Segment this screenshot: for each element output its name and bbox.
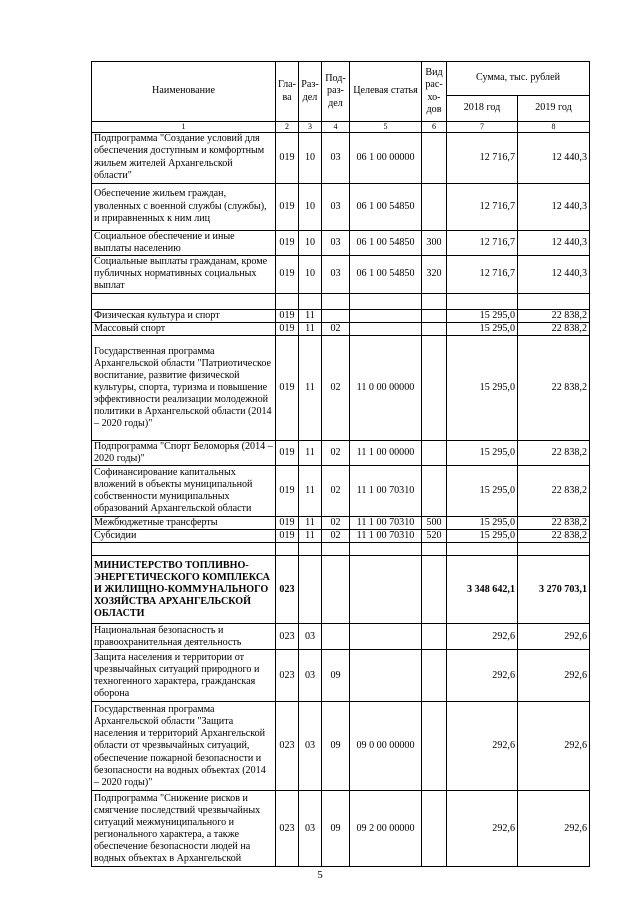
- header-row-1: [92, 62, 590, 96]
- header-summa: Сумма, тыс. рублей: [447, 62, 590, 96]
- row-name: Защита населения и территории от чрезвычайных ситуаций природного и техногенного характера, гражданская оборона: [92, 650, 276, 702]
- column-numbers-row: [92, 122, 590, 133]
- row-podrazdel: [322, 624, 350, 650]
- row-sum-2018: 12 716,7: [447, 255, 518, 293]
- table-row: [92, 183, 590, 230]
- table-row: [92, 309, 590, 322]
- row-name: Социальное обеспечение и иные выплаты населению: [92, 230, 276, 255]
- row-podrazdel: 09: [322, 702, 350, 791]
- row-glava: [276, 543, 299, 556]
- row-sum-2019: 22 838,2: [518, 336, 590, 441]
- page-number: 5: [317, 869, 323, 881]
- row-sum-2018: 15 295,0: [447, 466, 518, 517]
- row-podrazdel: 02: [322, 530, 350, 543]
- row-podrazdel: 02: [322, 441, 350, 466]
- row-razdel: 03: [299, 702, 322, 791]
- row-podrazdel: [322, 543, 350, 556]
- row-glava: 019: [276, 336, 299, 441]
- row-razdel: 03: [299, 624, 322, 650]
- table-row: [92, 132, 590, 183]
- row-podrazdel: 03: [322, 230, 350, 255]
- row-name: Массовый спорт: [92, 322, 276, 335]
- row-glava: [276, 293, 299, 309]
- row-vid: [422, 132, 447, 183]
- row-name: Национальная безопасность и правоохранительная деятельность: [92, 624, 276, 650]
- spacer-row: [92, 543, 590, 556]
- row-statya: 11 1 00 70310: [350, 466, 422, 517]
- row-sum-2019: [518, 293, 590, 309]
- row-sum-2019: [518, 543, 590, 556]
- row-name: Подпрограмма "Создание условий для обеспечения доступным и комфортным жильем жителей Архангельской области": [92, 132, 276, 183]
- row-glava: 019: [276, 132, 299, 183]
- row-statya: 09 2 00 00000: [350, 791, 422, 867]
- table-row: [92, 255, 590, 293]
- row-sum-2018: 292,6: [447, 702, 518, 791]
- table-row: [92, 702, 590, 791]
- row-sum-2019: 12 440,3: [518, 132, 590, 183]
- row-sum-2019: 292,6: [518, 624, 590, 650]
- column-number: 3: [299, 122, 322, 133]
- column-number: 4: [322, 122, 350, 133]
- table-row: [92, 230, 590, 255]
- row-razdel: 11: [299, 517, 322, 530]
- row-podrazdel: 09: [322, 791, 350, 867]
- row-vid: [422, 293, 447, 309]
- table-row: [92, 517, 590, 530]
- row-statya: 06 1 00 54850: [350, 183, 422, 230]
- row-sum-2019: 22 838,2: [518, 441, 590, 466]
- row-vid: [422, 336, 447, 441]
- row-vid: [422, 624, 447, 650]
- column-number: 5: [350, 122, 422, 133]
- row-sum-2019: 22 838,2: [518, 530, 590, 543]
- row-statya: [350, 624, 422, 650]
- row-glava: 023: [276, 556, 299, 624]
- row-razdel: 10: [299, 255, 322, 293]
- row-glava: 019: [276, 183, 299, 230]
- row-vid: [422, 791, 447, 867]
- table-row: [92, 556, 590, 624]
- row-razdel: [299, 293, 322, 309]
- table-row: [92, 466, 590, 517]
- row-razdel: 11: [299, 530, 322, 543]
- row-glava: 023: [276, 791, 299, 867]
- row-razdel: 03: [299, 650, 322, 702]
- row-sum-2018: 292,6: [447, 650, 518, 702]
- column-number: 6: [422, 122, 447, 133]
- header-glava: Гла-ва: [276, 62, 299, 122]
- row-vid: [422, 543, 447, 556]
- row-sum-2019: 292,6: [518, 702, 590, 791]
- row-statya: [350, 309, 422, 322]
- row-statya: 06 1 00 54850: [350, 255, 422, 293]
- row-statya: [350, 322, 422, 335]
- row-name: Подпрограмма "Снижение рисков и смягчение последствий чрезвычайных ситуаций межмуниципального и регионального характера, а также обеспечение безопасности людей на водных объектах в Архангельской: [92, 791, 276, 867]
- row-name: Государственная программа Архангельской области "Защита населения и территорий Архангельской области от чрезвычайных ситуаций, обеспечение пожарной безопасности и безопасности на водных объектах (2014 – 2020 годы)": [92, 702, 276, 791]
- row-sum-2018: 12 716,7: [447, 132, 518, 183]
- row-glava: 019: [276, 530, 299, 543]
- row-sum-2018: 292,6: [447, 624, 518, 650]
- row-sum-2019: 22 838,2: [518, 466, 590, 517]
- row-glava: 019: [276, 517, 299, 530]
- row-name: Межбюджетные трансферты: [92, 517, 276, 530]
- row-podrazdel: [322, 293, 350, 309]
- row-glava: 019: [276, 309, 299, 322]
- row-sum-2018: 292,6: [447, 791, 518, 867]
- column-number: 2: [276, 122, 299, 133]
- column-number: 7: [447, 122, 518, 133]
- row-razdel: 10: [299, 183, 322, 230]
- row-vid: [422, 309, 447, 322]
- row-vid: 520: [422, 530, 447, 543]
- row-glava: 023: [276, 624, 299, 650]
- row-sum-2018: 15 295,0: [447, 309, 518, 322]
- row-sum-2019: 3 270 703,1: [518, 556, 590, 624]
- row-vid: [422, 556, 447, 624]
- row-sum-2018: 12 716,7: [447, 183, 518, 230]
- row-podrazdel: 09: [322, 650, 350, 702]
- row-glava: 019: [276, 230, 299, 255]
- row-name: МИНИСТЕРСТВО ТОПЛИВНО-ЭНЕРГЕТИЧЕСКОГО КОМПЛЕКСА И ЖИЛИЩНО-КОММУНАЛЬНОГО ХОЗЯЙСТВА АРХАНГЕЛЬСКОЙ ОБЛАСТИ: [92, 556, 276, 624]
- table-row: [92, 322, 590, 335]
- row-sum-2019: 22 838,2: [518, 309, 590, 322]
- row-glava: 019: [276, 466, 299, 517]
- header-vid: Вид рас-хо-дов: [422, 62, 447, 122]
- row-vid: 300: [422, 230, 447, 255]
- row-sum-2019: 292,6: [518, 791, 590, 867]
- row-razdel: 11: [299, 336, 322, 441]
- table-row: [92, 336, 590, 441]
- row-podrazdel: 03: [322, 255, 350, 293]
- row-glava: 023: [276, 650, 299, 702]
- row-podrazdel: 02: [322, 466, 350, 517]
- row-podrazdel: 03: [322, 183, 350, 230]
- row-name: Физическая культура и спорт: [92, 309, 276, 322]
- row-razdel: 10: [299, 132, 322, 183]
- row-vid: [422, 650, 447, 702]
- row-sum-2018: 15 295,0: [447, 441, 518, 466]
- row-statya: [350, 293, 422, 309]
- row-podrazdel: 02: [322, 336, 350, 441]
- row-name: Подпрограмма "Спорт Беломорья (2014 – 2020 годы)": [92, 441, 276, 466]
- row-statya: 09 0 00 00000: [350, 702, 422, 791]
- header-statya: Целевая статья: [350, 62, 422, 122]
- row-vid: [422, 183, 447, 230]
- header-razdel: Раз-дел: [299, 62, 322, 122]
- row-razdel: [299, 556, 322, 624]
- row-statya: 11 1 00 70310: [350, 530, 422, 543]
- row-vid: [422, 441, 447, 466]
- header-name: Наименование: [92, 62, 276, 122]
- row-razdel: 03: [299, 791, 322, 867]
- header-2018: 2018 год: [447, 96, 518, 122]
- row-glava: 019: [276, 322, 299, 335]
- row-statya: [350, 556, 422, 624]
- row-vid: 500: [422, 517, 447, 530]
- row-sum-2019: 22 838,2: [518, 322, 590, 335]
- spacer-row: [92, 293, 590, 309]
- row-vid: 320: [422, 255, 447, 293]
- row-name: [92, 293, 276, 309]
- row-razdel: 11: [299, 322, 322, 335]
- row-name: Софинансирование капитальных вложений в объекты муниципальной собственности муниципальных образований Архангельской области: [92, 466, 276, 517]
- row-podrazdel: [322, 309, 350, 322]
- row-sum-2019: 12 440,3: [518, 230, 590, 255]
- row-podrazdel: 03: [322, 132, 350, 183]
- row-sum-2018: 15 295,0: [447, 336, 518, 441]
- row-name: Социальные выплаты гражданам, кроме публичных нормативных социальных выплат: [92, 255, 276, 293]
- row-name: Государственная программа Архангельской области "Патриотическое воспитание, развитие физической культуры, спорта, туризма и повышение эффективности реализации молодежной политики в Архангельской области (2014 – 2020 годы)": [92, 336, 276, 441]
- row-statya: 06 1 00 00000: [350, 132, 422, 183]
- row-sum-2019: 12 440,3: [518, 183, 590, 230]
- row-sum-2018: 15 295,0: [447, 530, 518, 543]
- row-statya: 06 1 00 54850: [350, 230, 422, 255]
- row-sum-2019: 12 440,3: [518, 255, 590, 293]
- row-razdel: 11: [299, 466, 322, 517]
- row-vid: [422, 702, 447, 791]
- row-glava: 023: [276, 702, 299, 791]
- table-row: [92, 530, 590, 543]
- row-razdel: 11: [299, 309, 322, 322]
- row-razdel: 10: [299, 230, 322, 255]
- row-statya: [350, 650, 422, 702]
- row-razdel: 11: [299, 441, 322, 466]
- header-2019: 2019 год: [518, 96, 590, 122]
- row-razdel: [299, 543, 322, 556]
- row-sum-2018: [447, 543, 518, 556]
- row-statya: 11 0 00 00000: [350, 336, 422, 441]
- table-row: [92, 441, 590, 466]
- column-number: 1: [92, 122, 276, 133]
- row-sum-2018: 15 295,0: [447, 322, 518, 335]
- row-glava: 019: [276, 255, 299, 293]
- row-sum-2018: 15 295,0: [447, 517, 518, 530]
- row-sum-2018: 3 348 642,1: [447, 556, 518, 624]
- row-vid: [422, 466, 447, 517]
- row-sum-2018: 12 716,7: [447, 230, 518, 255]
- row-name: Обеспечение жильем граждан, уволенных с военной службы (службы), и приравненных к ним лиц: [92, 183, 276, 230]
- row-statya: 11 1 00 00000: [350, 441, 422, 466]
- table-row: [92, 650, 590, 702]
- table-row: [92, 624, 590, 650]
- table-row: [92, 791, 590, 867]
- row-statya: 11 1 00 70310: [350, 517, 422, 530]
- row-vid: [422, 322, 447, 335]
- row-glava: 019: [276, 441, 299, 466]
- budget-table: [91, 61, 590, 867]
- row-sum-2019: 22 838,2: [518, 517, 590, 530]
- header-podrazdel: Под-раз-дел: [322, 62, 350, 122]
- row-podrazdel: 02: [322, 517, 350, 530]
- row-name: [92, 543, 276, 556]
- column-number: 8: [518, 122, 590, 133]
- row-podrazdel: 02: [322, 322, 350, 335]
- row-sum-2018: [447, 293, 518, 309]
- row-statya: [350, 543, 422, 556]
- row-name: Субсидии: [92, 530, 276, 543]
- row-podrazdel: [322, 556, 350, 624]
- row-sum-2019: 292,6: [518, 650, 590, 702]
